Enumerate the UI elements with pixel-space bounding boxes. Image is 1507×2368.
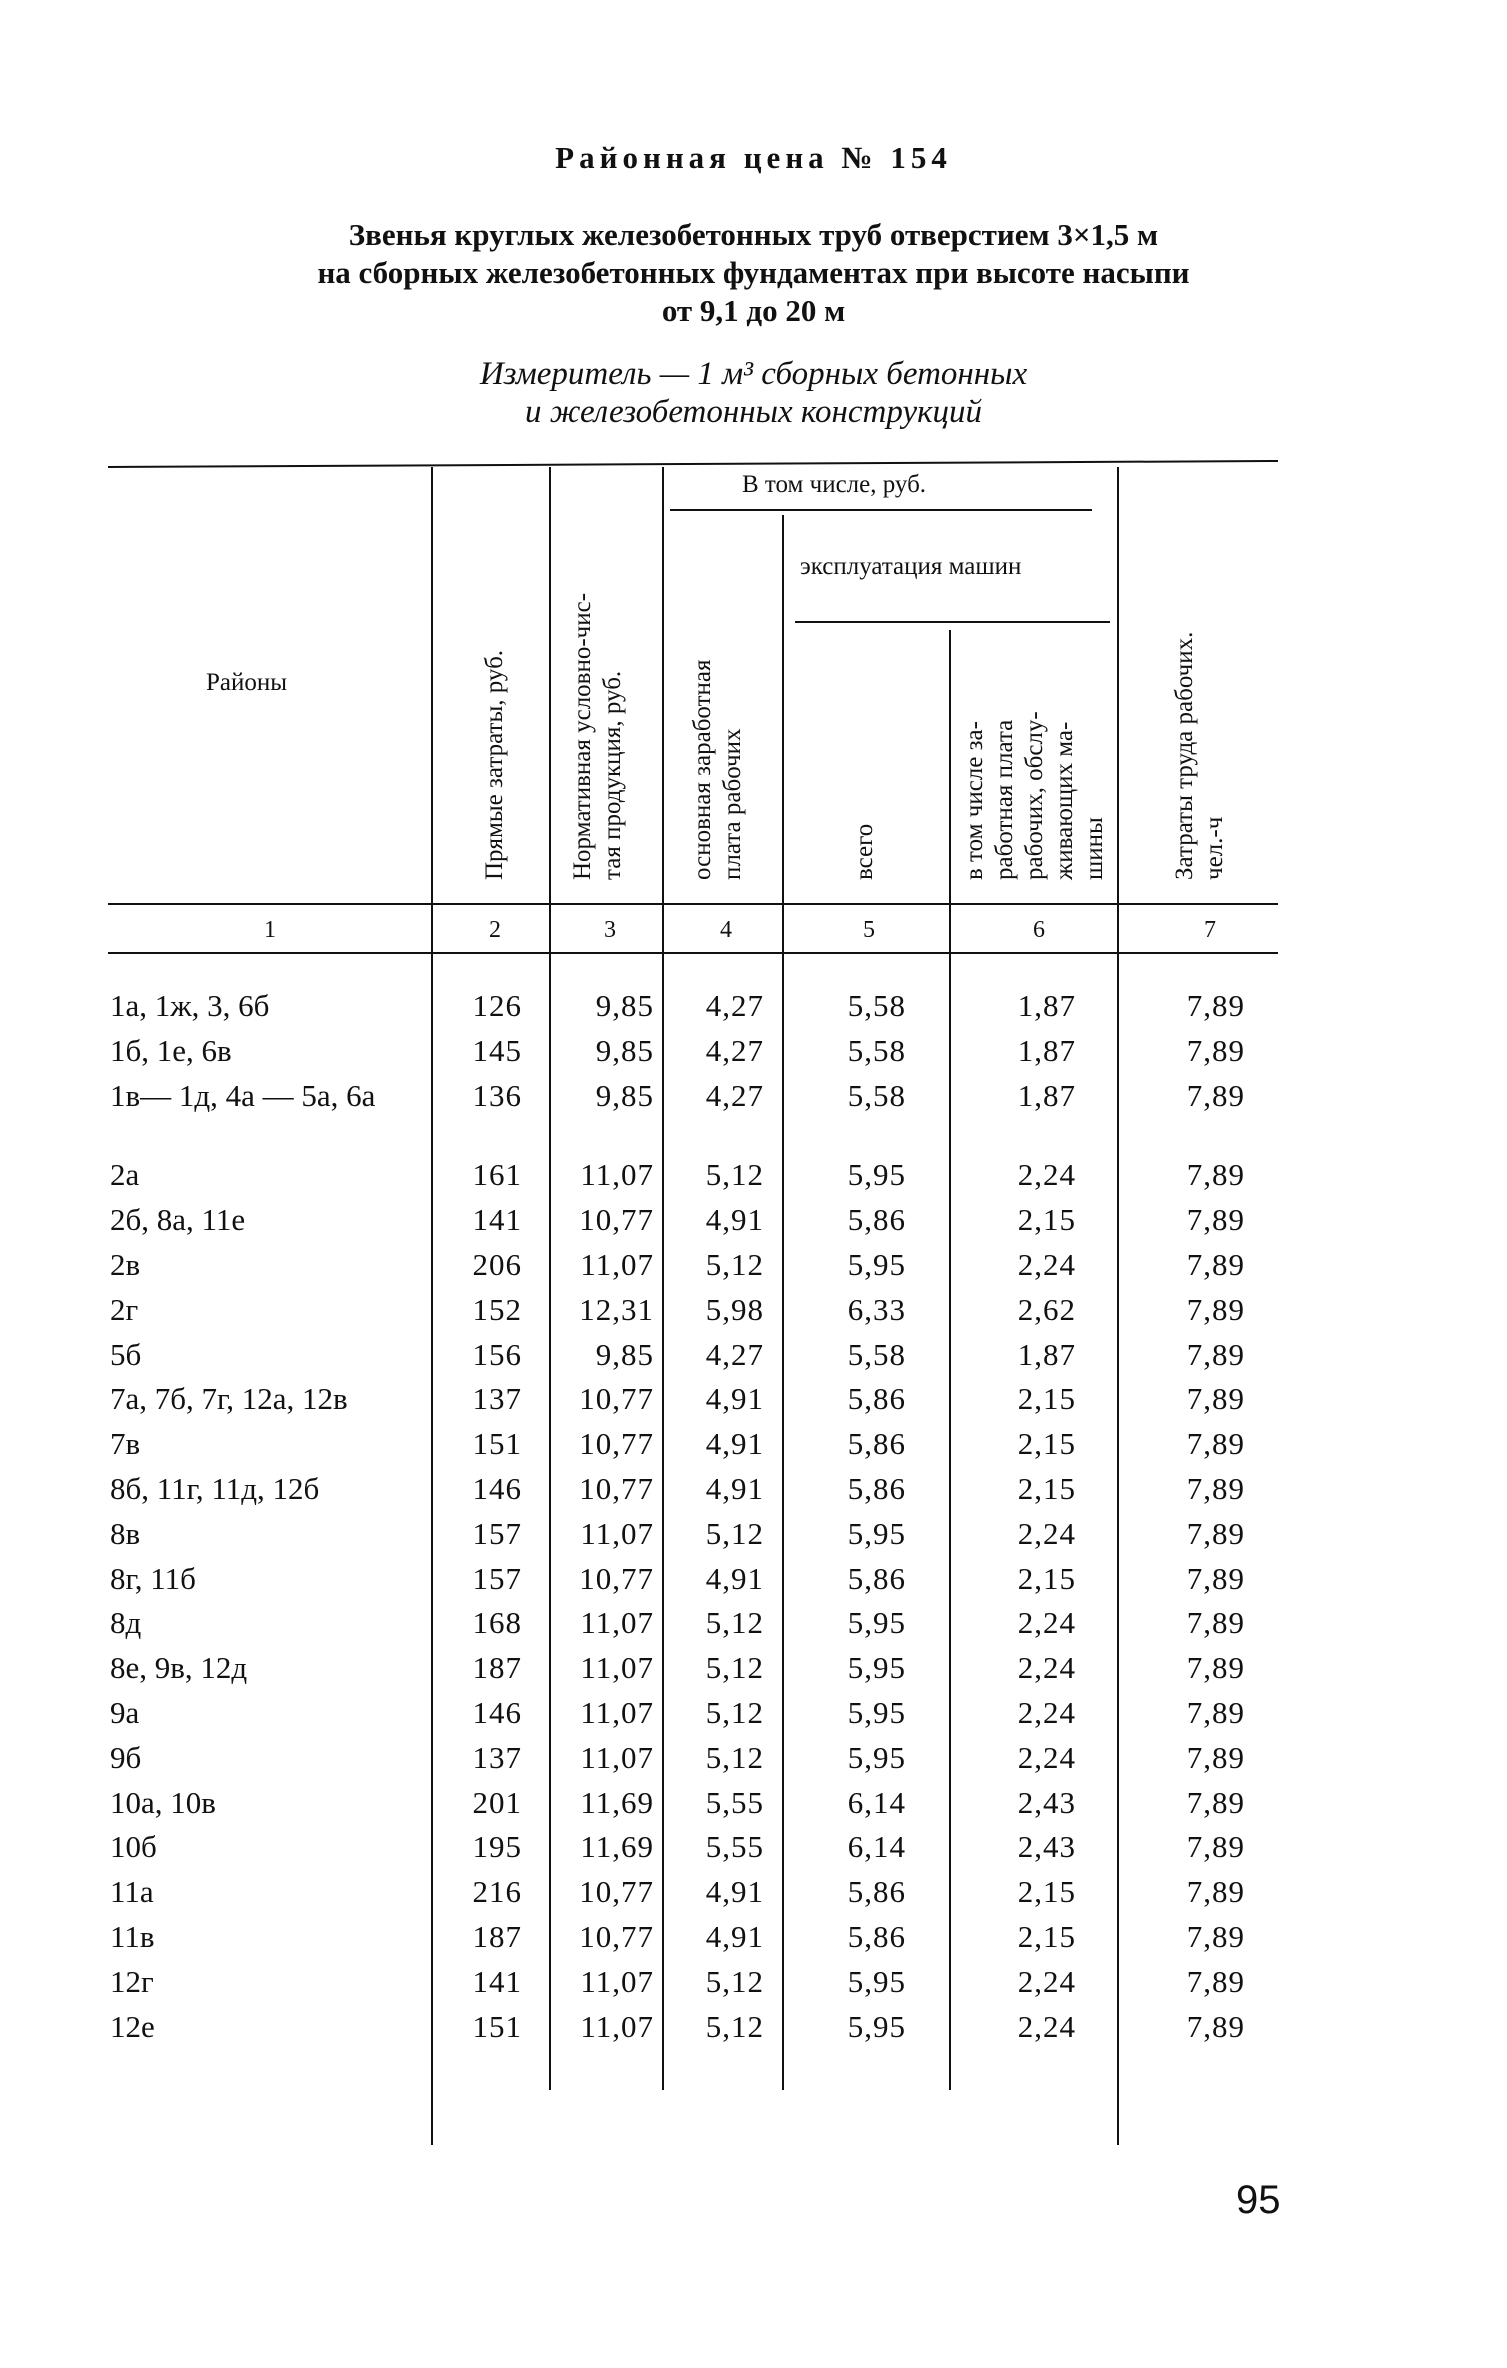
value-cell-c2: 141 [472,1963,522,1999]
value-cell-c6: 2,15 [1017,1202,1076,1238]
region-cell: 11в [110,1918,155,1954]
value-cell-c5: 5,95 [847,1157,906,1193]
value-cell-c3: 9,85 [595,1032,654,1068]
value-cell-c5: 5,95 [847,1246,906,1282]
value-cell-c5: 5,86 [847,1381,906,1417]
value-cell-c5: 5,86 [847,1560,906,1596]
value-cell-c4: 5,98 [705,1291,764,1327]
value-cell-c3: 10,77 [579,1918,654,1954]
value-cell-c4: 4,91 [705,1470,764,1506]
value-cell-c6: 2,43 [1017,1784,1076,1820]
header-labor [1170,632,1230,880]
value-cell-c5: 6,33 [847,1291,906,1327]
value-cell-c5: 5,95 [847,1515,906,1551]
header-line: рабочих, обслу- [1021,711,1048,880]
header-line: плата рабочих [719,728,746,880]
value-cell-c5: 5,86 [847,1918,906,1954]
value-cell-c4: 5,12 [705,1515,764,1551]
value-cell-c7: 7,89 [1186,1381,1245,1417]
value-cell-c3: 10,77 [579,1202,654,1238]
value-cell-c3: 11,69 [580,1784,654,1820]
value-cell-c2: 152 [472,1291,522,1327]
column-number: 4 [720,917,732,943]
value-cell-c2: 146 [472,1470,522,1506]
header-line: тая продукция, руб. [599,670,626,880]
measure-unit-line: и железобетонных конструкций [524,394,983,430]
value-cell-c2: 136 [472,1077,522,1113]
value-cell-c2: 157 [472,1515,522,1551]
value-cell-c4: 5,12 [705,1157,764,1193]
value-cell-c2: 151 [472,2008,522,2044]
value-cell-c6: 2,24 [1017,1605,1076,1641]
value-cell-c4: 5,12 [705,1605,764,1641]
region-cell: 10а, 10в [110,1784,216,1820]
value-cell-c3: 10,77 [579,1381,654,1417]
value-cell-c7: 7,89 [1186,1739,1245,1775]
value-cell-c2: 187 [472,1650,522,1686]
value-cell-c3: 11,69 [580,1829,654,1865]
value-cell-c3: 11,07 [580,1157,654,1193]
column-number: 1 [264,917,276,943]
value-cell-c6: 2,24 [1017,2008,1076,2044]
region-cell: 12е [110,2008,155,2044]
value-cell-c3: 10,77 [579,1560,654,1596]
header-line: шины [1081,817,1108,880]
value-cell-c7: 7,89 [1186,1426,1245,1462]
value-cell-c3: 9,85 [595,1077,654,1113]
value-cell-c7: 7,89 [1186,1202,1245,1238]
value-cell-c6: 2,24 [1017,1650,1076,1686]
value-cell-c7: 7,89 [1186,1829,1245,1865]
value-cell-c3: 11,07 [580,1515,654,1551]
value-cell-c6: 2,15 [1017,1426,1076,1462]
column-number: 2 [489,917,501,943]
value-cell-c3: 9,85 [595,1336,654,1372]
value-cell-c7: 7,89 [1186,1291,1245,1327]
value-cell-c6: 2,15 [1017,1560,1076,1596]
value-cell-c4: 5,12 [705,1246,764,1282]
value-cell-c4: 4,91 [705,1560,764,1596]
column-number: 6 [1033,917,1045,943]
region-cell: 1а, 1ж, 3, 6б [110,988,270,1023]
value-cell-c3: 10,77 [579,1874,654,1910]
page-title: Районная цена № 154 [555,140,952,175]
value-cell-c5: 5,58 [847,1336,906,1372]
region-cell: 10б [110,1829,157,1865]
value-cell-c4: 4,27 [705,1336,764,1372]
value-cell-c2: 201 [472,1784,522,1820]
value-cell-c4: 4,27 [705,1077,764,1113]
value-cell-c4: 4,27 [705,1032,764,1068]
value-cell-c7: 7,89 [1186,1246,1245,1282]
region-cell: 1в— 1д, 4а — 5а, 6а [110,1077,376,1113]
region-cell: 9а [110,1694,140,1730]
value-cell-c2: 151 [472,1426,522,1462]
header-total: всего [851,823,878,880]
value-cell-c7: 7,89 [1186,1784,1245,1820]
region-cell: 7а, 7б, 7г, 12а, 12в [110,1381,348,1417]
value-cell-c6: 2,24 [1017,1694,1076,1730]
value-cell-c3: 11,07 [580,1605,654,1641]
value-cell-c3: 12,31 [579,1291,654,1327]
column-number: 7 [1204,917,1216,943]
value-cell-c2: 216 [472,1874,522,1910]
page-number: 95 [1236,2178,1281,2222]
value-cell-c3: 11,07 [580,2008,654,2044]
header-line: работная плата [991,719,1018,880]
header-machine-wage [960,711,1110,880]
value-cell-c6: 2,15 [1017,1918,1076,1954]
value-cell-c6: 1,87 [1017,1032,1076,1068]
value-cell-c2: 195 [472,1829,522,1865]
value-cell-c6: 2,24 [1017,1963,1076,1999]
value-cell-c4: 4,27 [705,988,764,1023]
value-cell-c5: 5,86 [847,1202,906,1238]
table-top-rule [108,461,1278,467]
value-cell-c2: 137 [472,1739,522,1775]
header-line: основная заработная [689,659,716,880]
header-direct-costs: Прямые затраты, руб. [481,649,508,880]
value-cell-c7: 7,89 [1186,1918,1245,1954]
header-regions: Районы [206,669,288,696]
value-cell-c7: 7,89 [1186,1694,1245,1730]
value-cell-c4: 4,91 [705,1381,764,1417]
region-cell: 2в [110,1246,141,1282]
region-cell: 8г, 11б [110,1560,196,1596]
value-cell-c7: 7,89 [1186,1032,1245,1068]
value-cell-c2: 145 [472,1032,522,1068]
value-cell-c3: 11,07 [580,1650,654,1686]
value-cell-c7: 7,89 [1186,988,1245,1023]
value-cell-c3: 11,07 [580,1246,654,1282]
value-cell-c5: 5,86 [847,1470,906,1506]
value-cell-c5: 5,95 [847,1650,906,1686]
value-cell-c2: 137 [472,1381,522,1417]
region-cell: 8д [110,1605,142,1641]
value-cell-c6: 2,24 [1017,1739,1076,1775]
value-cell-c5: 5,95 [847,1694,906,1730]
value-cell-c3: 10,77 [579,1470,654,1506]
value-cell-c4: 4,91 [705,1918,764,1954]
value-cell-c5: 5,86 [847,1874,906,1910]
value-cell-c6: 2,24 [1017,1246,1076,1282]
value-cell-c5: 5,95 [847,1605,906,1641]
value-cell-c3: 11,07 [580,1694,654,1730]
measure-unit-line: Измеритель — 1 м³ сборных бетонных [479,356,1028,392]
value-cell-c4: 5,12 [705,1963,764,1999]
header-line: живающих ма- [1051,721,1078,880]
value-cell-c6: 1,87 [1017,1077,1076,1113]
value-cell-c6: 2,15 [1017,1381,1076,1417]
value-cell-c5: 5,58 [847,1032,906,1068]
value-cell-c7: 7,89 [1186,1515,1245,1551]
header-including: В том числе, руб. [742,471,927,498]
value-cell-c7: 7,89 [1186,2008,1245,2044]
region-cell: 7в [110,1426,141,1462]
region-cell: 12г [110,1963,154,1999]
value-cell-c2: 168 [472,1605,522,1641]
region-cell: 11а [110,1874,154,1910]
value-cell-c4: 5,55 [705,1784,764,1820]
region-cell: 8е, 9в, 12д [110,1650,248,1686]
value-cell-c5: 5,58 [847,988,906,1023]
value-cell-c3: 9,85 [595,988,654,1023]
header-line: в том числе за- [961,721,988,880]
header-line: чел.-ч [1201,816,1228,880]
subtitle-line: от 9,1 до 20 м [661,293,846,328]
value-cell-c6: 2,15 [1017,1470,1076,1506]
value-cell-c5: 5,95 [847,1739,906,1775]
value-cell-c5: 6,14 [847,1784,906,1820]
value-cell-c2: 146 [472,1694,522,1730]
value-cell-c2: 157 [472,1560,522,1596]
value-cell-c7: 7,89 [1186,1560,1245,1596]
value-cell-c4: 5,12 [705,1650,764,1686]
value-cell-c6: 2,24 [1017,1157,1076,1193]
subtitle-line: Звенья круглых железобетонных труб отверстием 3×1,5 м [348,217,1159,252]
region-cell: 8в [110,1515,141,1551]
value-cell-c7: 7,89 [1186,1605,1245,1641]
header-line: Нормативная условно-чис- [569,592,596,880]
header-base-wage [688,660,748,880]
value-cell-c4: 5,55 [705,1829,764,1865]
value-cell-c6: 2,24 [1017,1515,1076,1551]
value-cell-c5: 5,58 [847,1077,906,1113]
region-cell: 5б [110,1336,142,1372]
value-cell-c2: 126 [472,988,522,1023]
value-cell-c6: 1,87 [1017,1336,1076,1372]
header-normative [568,593,628,880]
region-cell: 8б, 11г, 11д, 12б [110,1470,320,1506]
value-cell-c2: 161 [472,1157,522,1193]
value-cell-c2: 156 [472,1336,522,1372]
value-cell-c5: 5,95 [847,1963,906,1999]
value-cell-c7: 7,89 [1186,1874,1245,1910]
region-cell: 2б, 8а, 11е [110,1202,246,1238]
value-cell-c7: 7,89 [1186,1077,1245,1113]
value-cell-c4: 5,12 [705,1694,764,1730]
region-cell: 9б [110,1739,142,1775]
column-number: 5 [863,917,875,943]
region-cell: 2а [110,1157,140,1193]
value-cell-c2: 187 [472,1918,522,1954]
column-number: 3 [604,917,616,943]
value-cell-c3: 11,07 [580,1963,654,1999]
value-cell-c2: 206 [472,1246,522,1282]
region-cell: 1б, 1е, 6в [110,1032,232,1068]
value-cell-c3: 10,77 [579,1426,654,1462]
value-cell-c4: 5,12 [705,1739,764,1775]
value-cell-c7: 7,89 [1186,1470,1245,1506]
value-cell-c5: 6,14 [847,1829,906,1865]
value-cell-c4: 5,12 [705,2008,764,2044]
region-cell: 2г [110,1291,139,1327]
value-cell-c4: 4,91 [705,1874,764,1910]
header-machine-operation: эксплуатация машин [800,553,1022,580]
value-cell-c7: 7,89 [1186,1336,1245,1372]
value-cell-c6: 2,62 [1017,1291,1076,1327]
value-cell-c3: 11,07 [580,1739,654,1775]
value-cell-c7: 7,89 [1186,1157,1245,1193]
value-cell-c4: 4,91 [705,1426,764,1462]
value-cell-c4: 4,91 [705,1202,764,1238]
value-cell-c2: 141 [472,1202,522,1238]
value-cell-c6: 1,87 [1017,988,1076,1023]
value-cell-c6: 2,15 [1017,1874,1076,1910]
subtitle-line: на сборных железобетонных фундаментах при высоте насыпи [317,255,1190,290]
header-line: Затраты труда рабочих. [1171,631,1198,880]
value-cell-c7: 7,89 [1186,1963,1245,1999]
value-cell-c7: 7,89 [1186,1650,1245,1686]
value-cell-c5: 5,95 [847,2008,906,2044]
value-cell-c6: 2,43 [1017,1829,1076,1865]
value-cell-c5: 5,86 [847,1426,906,1462]
